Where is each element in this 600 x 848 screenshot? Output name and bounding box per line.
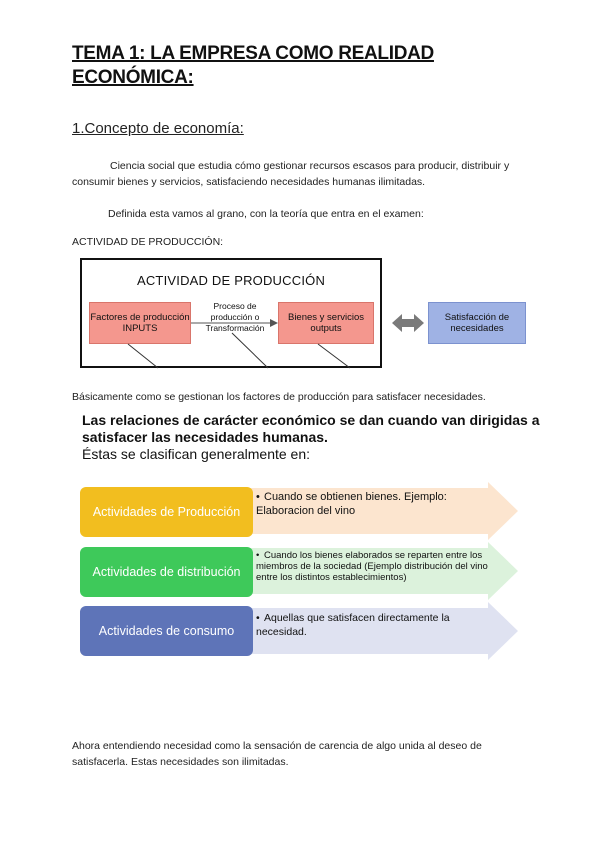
production-activity-box: Actividades de Producción [80,487,253,537]
section-heading: 1.Concepto de economía: [72,120,244,137]
factors-box: Factores de producción INPUTS [89,302,191,344]
summary-paragraph: Básicamente como se gestionan los factores de producción para satisfacer necesidades. [72,391,486,403]
relations-subheading: Éstas se clasifican generalmente en: [82,446,311,462]
distribution-description-text: Cuando los bienes elaborados se reparten entre los miembros de la sociedad (Ejemplo distribución del vino entre los distintos establecimientos) [256,550,488,583]
callout-line-1 [128,344,158,368]
bullet-marker: • [256,612,260,624]
activity-label: ACTIVIDAD DE PRODUCCIÓN: [72,236,224,248]
consumption-description-text: Aquellas que satisfacen directamente la necesidad. [256,612,450,638]
process-label: Proceso de producción o Transformación [205,301,265,333]
process-arrow-head [270,319,278,327]
intro-paragraph: Definida esta vamos al grano, con la teoría que entra en el examen: [108,208,424,220]
consumption-description [256,611,484,639]
callout-line-3 [318,344,350,368]
diagram-title: ACTIVIDAD DE PRODUCCIÓN [136,273,326,288]
bullet-marker: • [256,491,260,503]
closing-paragraph: Ahora entendiendo necesidad como la sensación de carencia de algo unida al deseo de satisfacerla. Estas necesidades son ilimitadas. [72,740,482,768]
goods-box: Bienes y servicios outputs [278,302,374,344]
bullet-marker: • [256,550,260,561]
page-title: TEMA 1: LA EMPRESA COMO REALIDAD ECONÓMICA: [72,43,434,88]
diagram-connectors [0,0,600,400]
relations-heading: Las relaciones de carácter económico se dan cuando van dirigidas a satisfacer las necesidades humanas. [82,412,540,445]
satisfaction-box: Satisfacción de necesidades [428,302,526,344]
distribution-activity-box: Actividades de distribución [80,547,253,597]
callout-line-2 [232,333,268,368]
consumption-activity-box: Actividades de consumo [80,606,253,656]
production-description [256,490,486,518]
distribution-description [256,550,488,583]
double-arrow-icon [392,314,424,332]
definition-paragraph: Ciencia social que estudia cómo gestionar recursos escasos para producir, distribuir y consumir bienes y servicios, satisfaciendo necesidades humanas ilimitadas. [72,160,510,188]
production-description-text: Cuando se obtienen bienes. Ejemplo: Elaboracion del vino [256,491,447,517]
